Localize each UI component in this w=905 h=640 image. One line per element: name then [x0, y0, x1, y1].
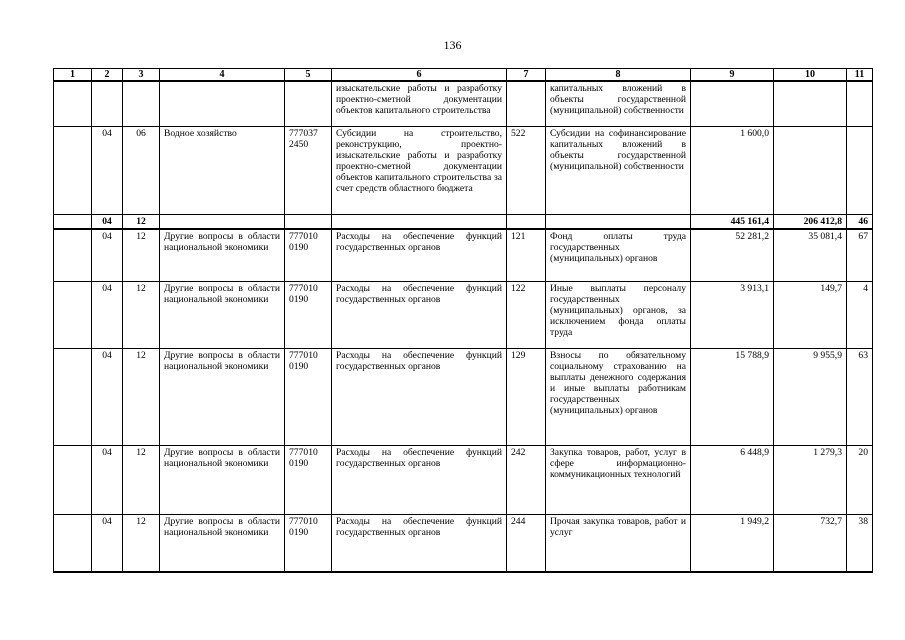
cell-col1 [54, 349, 92, 446]
column-header: 2 [92, 69, 123, 82]
column-header: 10 [774, 69, 847, 82]
cell-target-code [285, 214, 332, 229]
cell-expense-type: 122 [507, 282, 546, 349]
cell-percent [847, 126, 873, 214]
cell-amount-plan: 445 161,4 [691, 214, 774, 229]
cell-amount-actual [774, 81, 847, 126]
table-row [54, 446, 873, 515]
table-row [54, 515, 873, 572]
cell-percent: 63 [847, 349, 873, 446]
cell-subsection: 12 [123, 349, 160, 446]
cell-section-name: Другие вопросы в области национальной экономики [160, 282, 285, 349]
cell-target-name [332, 214, 507, 229]
cell-section: 04 [92, 446, 123, 515]
budget-table [53, 68, 873, 573]
cell-section-name: Другие вопросы в области национальной экономики [160, 349, 285, 446]
cell-target-code: 777010 0190 [285, 282, 332, 349]
column-header: 7 [507, 69, 546, 82]
cell-target-name: Расходы на обеспечение функций государственных органов [332, 349, 507, 446]
cell-section-name: Другие вопросы в области национальной экономики [160, 515, 285, 572]
cell-expense-name: Закупка товаров, работ, услуг в сфере информационно-коммуникационных технологий [546, 446, 691, 515]
cell-target-name: Расходы на обеспечение функций государственных органов [332, 446, 507, 515]
cell-expense-name: капитальных вложений в объекты государственной (муниципальной) собственности [546, 81, 691, 126]
cell-amount-plan: 3 913,1 [691, 282, 774, 349]
cell-expense-name: Иные выплаты персоналу государственных (муниципальных) органов, за исключением фонда оплаты труда [546, 282, 691, 349]
cell-section: 04 [92, 126, 123, 214]
cell-percent: 67 [847, 229, 873, 282]
column-header: 6 [332, 69, 507, 82]
cell-target-name: изыскательские работы и разработку проектно-сметной документации объектов капитального строительства [332, 81, 507, 126]
cell-col1 [54, 126, 92, 214]
cell-target-code: 777010 0190 [285, 229, 332, 282]
cell-expense-type: 244 [507, 515, 546, 572]
cell-amount-plan: 52 281,2 [691, 229, 774, 282]
column-header: 8 [546, 69, 691, 82]
table-row [54, 126, 873, 214]
cell-percent: 4 [847, 282, 873, 349]
cell-section: 04 [92, 214, 123, 229]
cell-subsection: 12 [123, 515, 160, 572]
cell-section-name [160, 214, 285, 229]
cell-col1 [54, 282, 92, 349]
cell-section: 04 [92, 515, 123, 572]
cell-expense-name [546, 214, 691, 229]
column-header: 4 [160, 69, 285, 82]
cell-expense-name: Субсидии на софинансирование капитальных вложений в объекты государственной (муниципальной) собственности [546, 126, 691, 214]
cell-expense-type: 242 [507, 446, 546, 515]
cell-amount-actual: 9 955,9 [774, 349, 847, 446]
cell-amount-plan: 15 788,9 [691, 349, 774, 446]
cell-target-name: Расходы на обеспечение функций государственных органов [332, 229, 507, 282]
cell-section-name: Другие вопросы в области национальной экономики [160, 446, 285, 515]
subtotal-row [54, 214, 873, 229]
cell-subsection: 12 [123, 446, 160, 515]
cell-section-name: Водное хозяйство [160, 126, 285, 214]
cell-subsection: 12 [123, 214, 160, 229]
cell-amount-actual [774, 126, 847, 214]
cell-expense-type [507, 81, 546, 126]
cell-percent [847, 81, 873, 126]
cell-expense-name: Фонд оплаты труда государственных (муниципальных) органов [546, 229, 691, 282]
cell-target-code [285, 81, 332, 126]
cell-amount-actual: 732,7 [774, 515, 847, 572]
cell-amount-plan: 1 600,0 [691, 126, 774, 214]
cell-percent: 46 [847, 214, 873, 229]
cell-subsection [123, 81, 160, 126]
cell-section-name: Другие вопросы в области национальной экономики [160, 229, 285, 282]
cell-section [92, 81, 123, 126]
cell-section-name [160, 81, 285, 126]
cell-col1 [54, 81, 92, 126]
column-header: 9 [691, 69, 774, 82]
table-row [54, 81, 873, 126]
cell-expense-type: 121 [507, 229, 546, 282]
cell-col1 [54, 229, 92, 282]
cell-amount-actual: 35 081,4 [774, 229, 847, 282]
cell-amount-plan: 6 448,9 [691, 446, 774, 515]
cell-section: 04 [92, 229, 123, 282]
cell-target-code: 777010 0190 [285, 349, 332, 446]
cell-target-name: Расходы на обеспечение функций государственных органов [332, 282, 507, 349]
table-row [54, 282, 873, 349]
cell-subsection: 12 [123, 229, 160, 282]
cell-amount-plan [691, 81, 774, 126]
cell-section: 04 [92, 282, 123, 349]
cell-target-name: Расходы на обеспечение функций государственных органов [332, 515, 507, 572]
cell-expense-type: 129 [507, 349, 546, 446]
cell-section: 04 [92, 349, 123, 446]
cell-percent: 20 [847, 446, 873, 515]
column-header: 11 [847, 69, 873, 82]
cell-percent: 38 [847, 515, 873, 572]
page-number: 136 [443, 38, 462, 52]
cell-expense-type [507, 214, 546, 229]
cell-col1 [54, 214, 92, 229]
column-header: 5 [285, 69, 332, 82]
column-number-header [54, 69, 873, 82]
cell-expense-name: Прочая закупка товаров, работ и услуг [546, 515, 691, 572]
cell-expense-type: 522 [507, 126, 546, 214]
cell-target-code: 777037 2450 [285, 126, 332, 214]
cell-target-code: 777010 0190 [285, 446, 332, 515]
cell-col1 [54, 446, 92, 515]
column-header: 1 [54, 69, 92, 82]
cell-amount-actual: 1 279,3 [774, 446, 847, 515]
cell-target-name: Субсидии на строительство, реконструкцию, проектно-изыскательские работы и разработку проектно-сметной документации объектов капитального строительства за счет средств областного бюджета [332, 126, 507, 214]
cell-target-code: 777010 0190 [285, 515, 332, 572]
table-row [54, 349, 873, 446]
table-row [54, 229, 873, 282]
cell-subsection: 06 [123, 126, 160, 214]
cell-subsection: 12 [123, 282, 160, 349]
cell-amount-actual: 149,7 [774, 282, 847, 349]
cell-amount-plan: 1 949,2 [691, 515, 774, 572]
column-header: 3 [123, 69, 160, 82]
cell-col1 [54, 515, 92, 572]
cell-expense-name: Взносы по обязательному социальному страхованию на выплаты денежного содержания и иные выплаты работникам государственных (муниципальных) органов [546, 349, 691, 446]
cell-amount-actual: 206 412,8 [774, 214, 847, 229]
